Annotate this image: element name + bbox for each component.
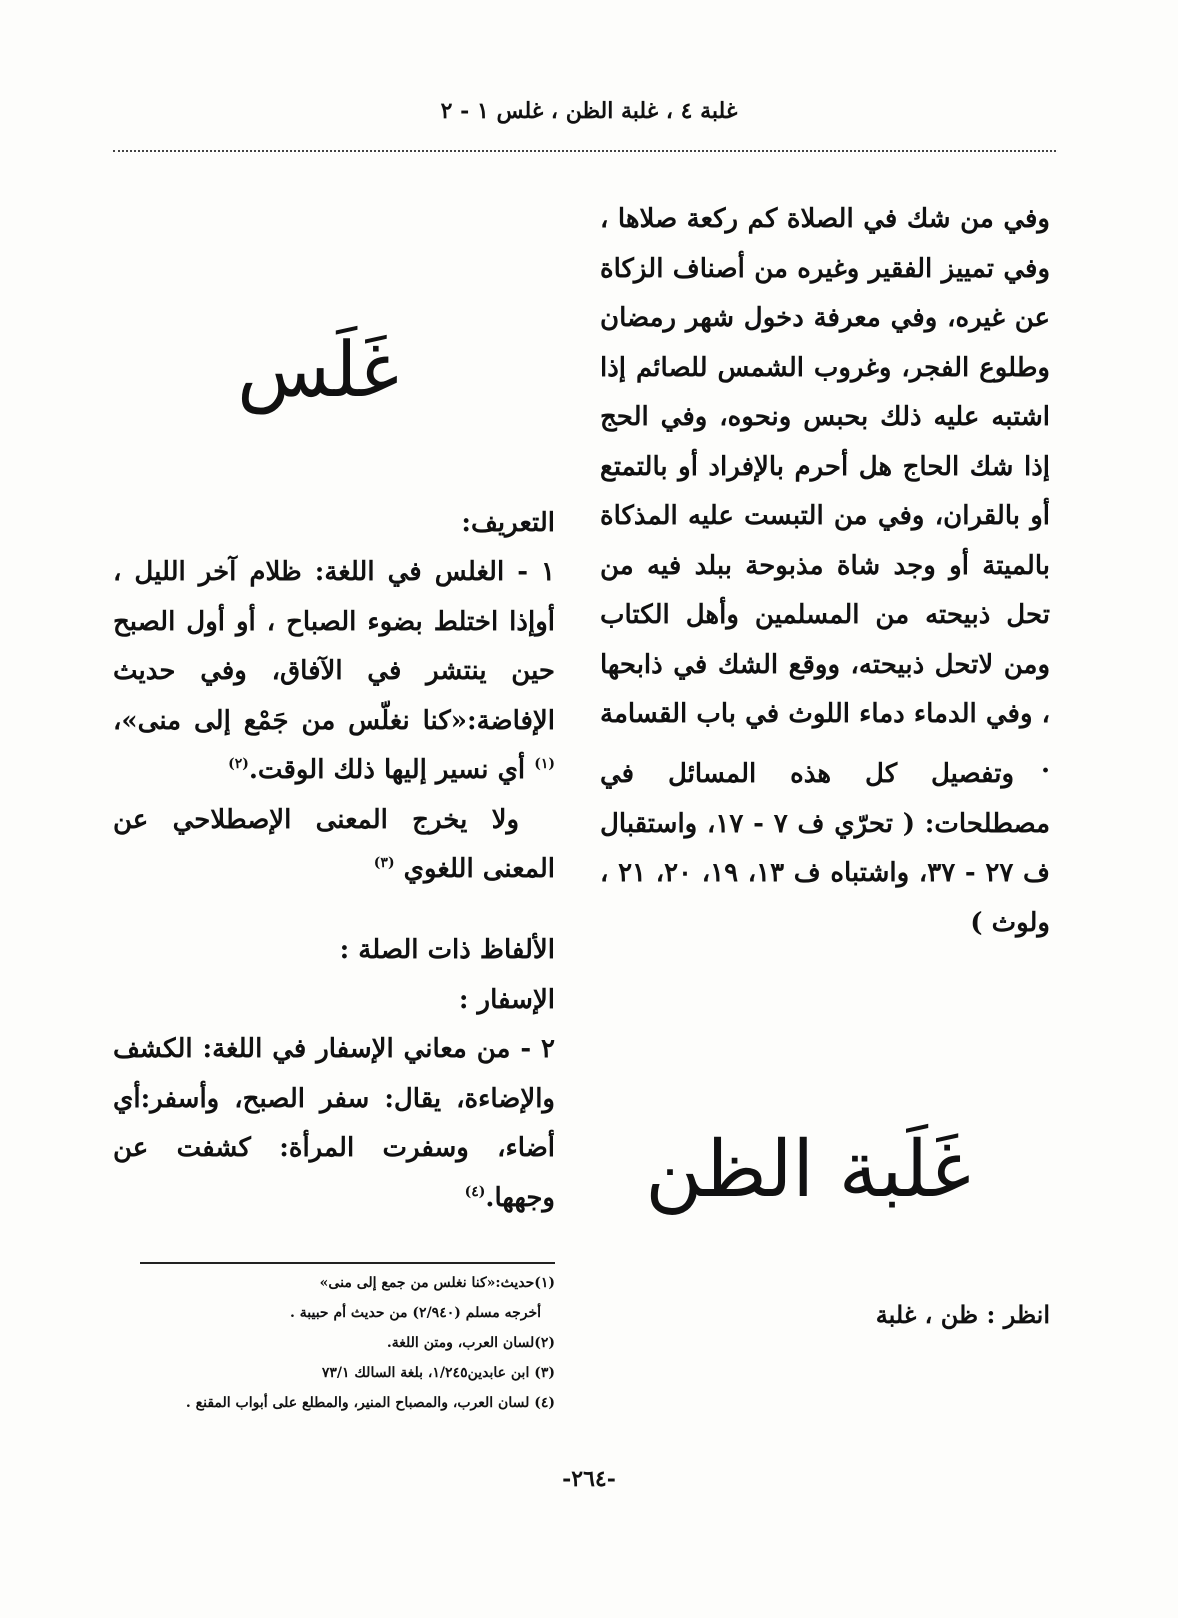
- footnote-item: أخرجه مسلم (٢/٩٤٠) من حديث أم حبيبة .: [289, 1305, 541, 1321]
- definition-text: ١ - الغلس في اللغة: ظلام آخر الليل ، أوإذا اختلط بضوء الصباح ، أو أول الصبح حين ينتشر في الآفاق، وفي حديث الإفاضة:«كنا نغلّس من جَمْع إلى منى»،: [113, 557, 555, 736]
- see-also-reference: انظر : ظن ، غلبة: [875, 1300, 1050, 1329]
- footnote-ref-1: (١): [534, 756, 555, 772]
- related-heading: الألفاظ ذات الصلة :: [339, 935, 555, 965]
- related-paragraph: [113, 1025, 555, 1223]
- definition-section: [113, 498, 555, 895]
- definition-heading: التعريف:: [461, 508, 555, 538]
- header-divider: [113, 150, 1056, 152]
- related-text: ٢ - من معاني الإسفار في اللغة: الكشف والإضاءة، يقال: سفر الصبح، وأسفر:أي أضاء، وسفرت المرأة: كشفت عن وجهها.: [113, 1034, 555, 1213]
- footnote-ref-3: (٣): [373, 855, 395, 871]
- page-number: -٢٦٤-: [562, 1466, 616, 1492]
- definition-paragraph: [113, 548, 555, 796]
- footnote-divider: [140, 1262, 555, 1264]
- continued-paragraph: وفي من شك في الصلاة كم ركعة صلاها ، وفي تمييز الفقير وغيره من أصناف الزكاة عن غيره، وفي معرفة دخول شهر رمضان وطلوع الفجر، وغروب الشمس للصائم إذا اشتبه عليه ذلك بحبس ونحوه، وفي الحج إذا شك الحاج هل أحرم بالإفراد أو بالتمتع أو بالقران، وفي من التبست عليه المذكاة بالميتة أو وجد شاة مذبوحة ببلد فيه من تحل ذبيحته من المسلمين وأهل الكتاب ومن لاتحل ذبيحته، ووقع الشك في ذابحها ، وفي الدماء دماء اللوث في باب القسامة .: [600, 204, 1050, 779]
- definition-text-after: أي نسير إليها ذلك الوقت.: [248, 755, 535, 785]
- entry-title-ghalabat-al-zann: غَلَبة الظن: [645, 1125, 971, 1215]
- footnote-ref-4: (٤): [464, 1183, 486, 1200]
- related-terms-section: [113, 925, 555, 1223]
- page-header: غلبة ٤ ، غلبة الظن ، غلس ١ - ٢: [440, 98, 738, 124]
- footnote-item: (٤) لسان العرب، والمصباح المنير، والمطلع على أبواب المقنع .: [185, 1395, 555, 1411]
- footnotes: [115, 1268, 555, 1418]
- footnote-ref-2: (٢): [228, 756, 249, 772]
- footnote-item: (٢)لسان العرب، ومتن اللغة.: [386, 1335, 555, 1351]
- cross-reference-paragraph: وتفصيل كل هذه المسائل في مصطلحات: ( تحرّي ف ٧ - ١٧، واستقبال ف ٢٧ - ٣٧، واشتباه ف ١٣، ١٩، ٢٠، ٢١ ، ولوث ): [600, 759, 1050, 938]
- footnote-item: (١)حديث:«كنا نغلس من جمع إلى منى»: [319, 1275, 555, 1291]
- continued-text: [600, 195, 1050, 789]
- entry-title-ghalas: غَلَس: [237, 325, 399, 414]
- cross-reference-block: [600, 750, 1050, 948]
- related-term-heading: الإسفار :: [458, 985, 555, 1015]
- technical-text: ولا يخرج المعنى الإصطلاحي عن المعنى اللغوي: [113, 804, 555, 884]
- technical-meaning-paragraph: [113, 796, 555, 895]
- footnote-item: (٣) ابن عابدين١/٢٤٥، بلغة السالك ٧٣/١: [321, 1365, 555, 1381]
